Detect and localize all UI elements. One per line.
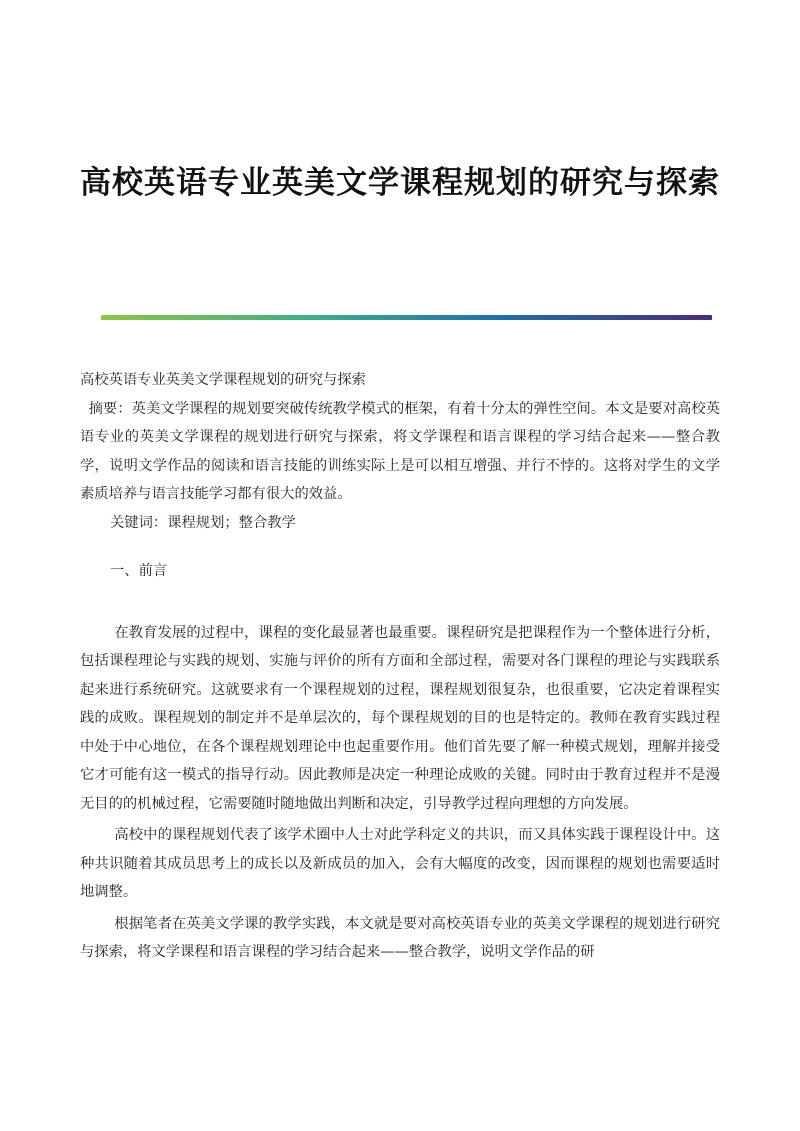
abstract-paragraph: 摘要：英美文学课程的规划要突破传统教学模式的框架，有着十分太的弹性空间。本文是要对高校英语专业的英美文学课程的规划进行研究与探索，将文学课程和语言课程的学习结合起来——整合教学，说明文学作品的阅读和语言技能的训练实际上是可以相互增强、并行不悖的。这将对学生的文学素质培养与语言技能学习都有很大的效益。 (80, 400, 720, 502)
section-heading: 一、前言 (110, 563, 168, 579)
body-paragraph: 根据笔者在英美文学课的教学实践，本文就是要对高校英语专业的英美文学课程的规划进行研究与探索，将文学课程和语言课程的学习结合起来——整合教学，说明文学作品的研 (80, 915, 720, 960)
document-body (80, 366, 720, 967)
body-paragraph: 在教育发展的过程中，课程的变化最显著也最重要。课程研究是把课程作为一个整体进行分析，包括课程理论与实践的规划、实施与评价的所有方面和全部过程，需要对各门课程的理论与实践联系起来进行系统研究。这就要求有一个课程规划的过程，课程规划很复杂，也很重要，它决定着课程实践的成败。课程规划的制定并不是单层次的，每个课程规划的目的也是特定的。教师在教育实践过程中处于中心地位，在各个课程规划理论中也起重要作用。他们首先要了解一种模式规划，理解并接受它才可能有这一模式的指导行动。因此教师是决定一种理论成败的关键。同时由于教育过程并不是漫无目的的机械过程，它需要随时随地做出判断和决定，引导教学过程向理想的方向发展。 (80, 624, 720, 812)
body-paragraph: 高校中的课程规划代表了该学术圈中人士对此学科定义的共识，而又具体实践于课程设计中。这种共识随着其成员思考上的成长以及新成员的加入，会有大幅度的改变，因而课程的规划也需要适时地调整。 (80, 827, 720, 900)
article-subtitle: 高校英语专业英美文学课程规划的研究与探索 (80, 372, 366, 388)
document-title: 高校英语专业英美文学课程规划的研究与探索 (80, 165, 720, 201)
title-divider (101, 315, 712, 320)
keywords-line: 关键词：课程规划；整合教学 (110, 514, 296, 531)
